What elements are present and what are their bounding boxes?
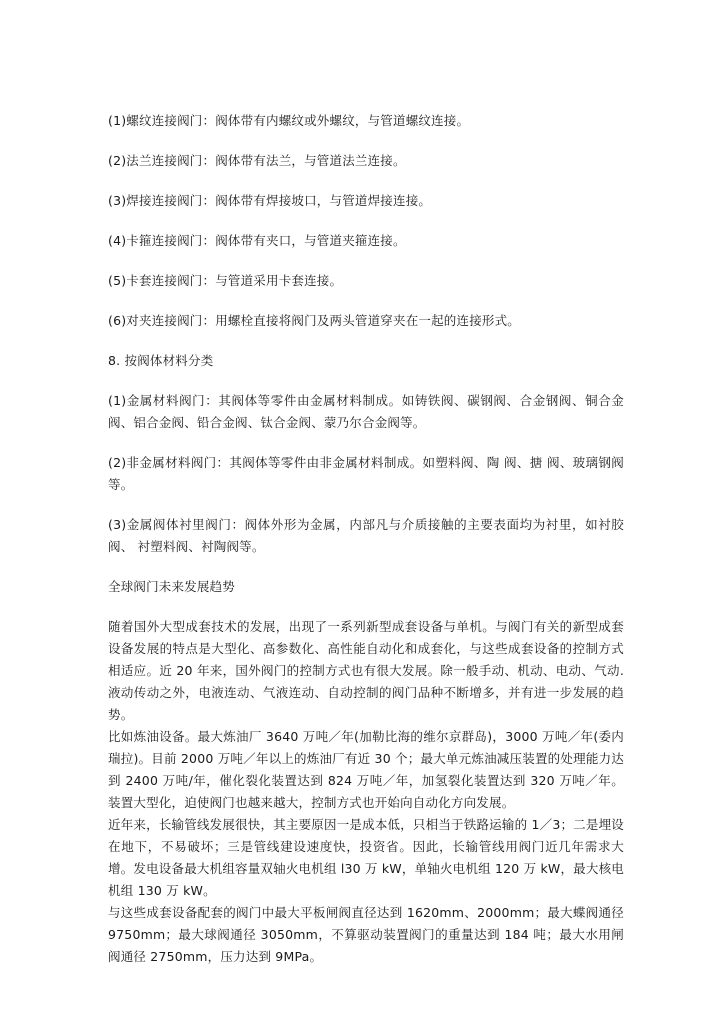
connection-type-item: (3)焊接连接阀门：阀体带有焊接坡口，与管道焊接连接。 (108, 193, 432, 208)
connection-type-item: (1)螺纹连接阀门：阀体带有内螺纹或外螺纹，与管道螺纹连接。 (108, 113, 470, 128)
material-heading: 8. 按阀体材料分类 (108, 353, 214, 368)
material-type-item: (3)金属阀体衬里阀门：阀体外形为金属，内部凡与介质接触的主要表面均为衬里，如衬胶阀、 衬塑料阀、衬陶阀等。 (108, 517, 624, 554)
trend-paragraph: 与这些成套设备配套的阀门中最大平板闸阀直径达到 1620mm、2000mm；最大蝶阀通径9750mm；最大球阀通径 3050mm，不算驱动装置阀门的重量达到 184 吨；最大水用闸阀通径 2750mm，压力达到 9MPa。 (108, 905, 624, 964)
connection-type-item: (5)卡套连接阀门：与管道采用卡套连接。 (108, 273, 343, 288)
connection-type-item: (4)卡箍连接阀门：阀体带有夹口，与管道夹箍连接。 (108, 233, 406, 248)
trend-paragraph: 比如炼油设备。最大炼油厂 3640 万吨／年(加勒比海的维尔京群岛)，3000 万吨／年(委内瑞拉)。目前 2000 万吨／年以上的炼油厂有近 30 个；最大单元炼油减压装置的处理能力达到 2400 万吨/年，催化裂化装置达到 824 万吨／年，加氢裂化装置达到 320 万吨／年。装置大型化，迫使阀门也越来越大，控制方式也开始向自动化方向发展。 (108, 729, 624, 810)
trend-section-title: 全球阀门未来发展趋势 (108, 579, 236, 594)
trend-paragraph: 随着国外大型成套技术的发展，出现了一系列新型成套设备与单机。与阀门有关的新型成套设备发展的特点是大型化、高参数化、高性能自动化和成套化，与这些成套设备的控制方式相适应。近 20 年来，国外阀门的控制方式也有很大发展。除一般手动、机动、电动、气动.液动传动之外，电液连动、气液连动、自动控制的阀门品种不断增多，并有进一步发展的趋势。 (108, 619, 624, 722)
connection-type-item: (6)对夹连接阀门：用螺栓直接将阀门及两头管道穿夹在一起的连接形式。 (108, 313, 521, 328)
material-type-item: (2)非金属材料阀门：其阀体等零件由非金属材料制成。如塑料阀、陶 阀、搪 阀、玻璃钢阀等。 (108, 455, 624, 492)
material-type-item: (1)金属材料阀门：其阀体等零件由金属材料制成。如铸铁阀、碳钢阀、合金钢阀、铜合金阀、铝合金阀、铅合金阀、钛合金阀、蒙乃尔合金阀等。 (108, 393, 624, 430)
document-page (108, 110, 624, 968)
trend-paragraph: 近年来，长输管线发展很快，其主要原因一是成本低，只相当于铁路运输的 1／3；二是埋设在地下，不易破坏；三是管线建设速度快，投资省。因此，长输管线用阀门近几年需求大增。发电设备最大机组容量双轴火电机组 l30 万 kW，单轴火电机组 120 万 kW，最大核电机组 130 万 kW。 (108, 817, 624, 898)
connection-type-item: (2)法兰连接阀门：阀体带有法兰，与管道法兰连接。 (108, 153, 406, 168)
